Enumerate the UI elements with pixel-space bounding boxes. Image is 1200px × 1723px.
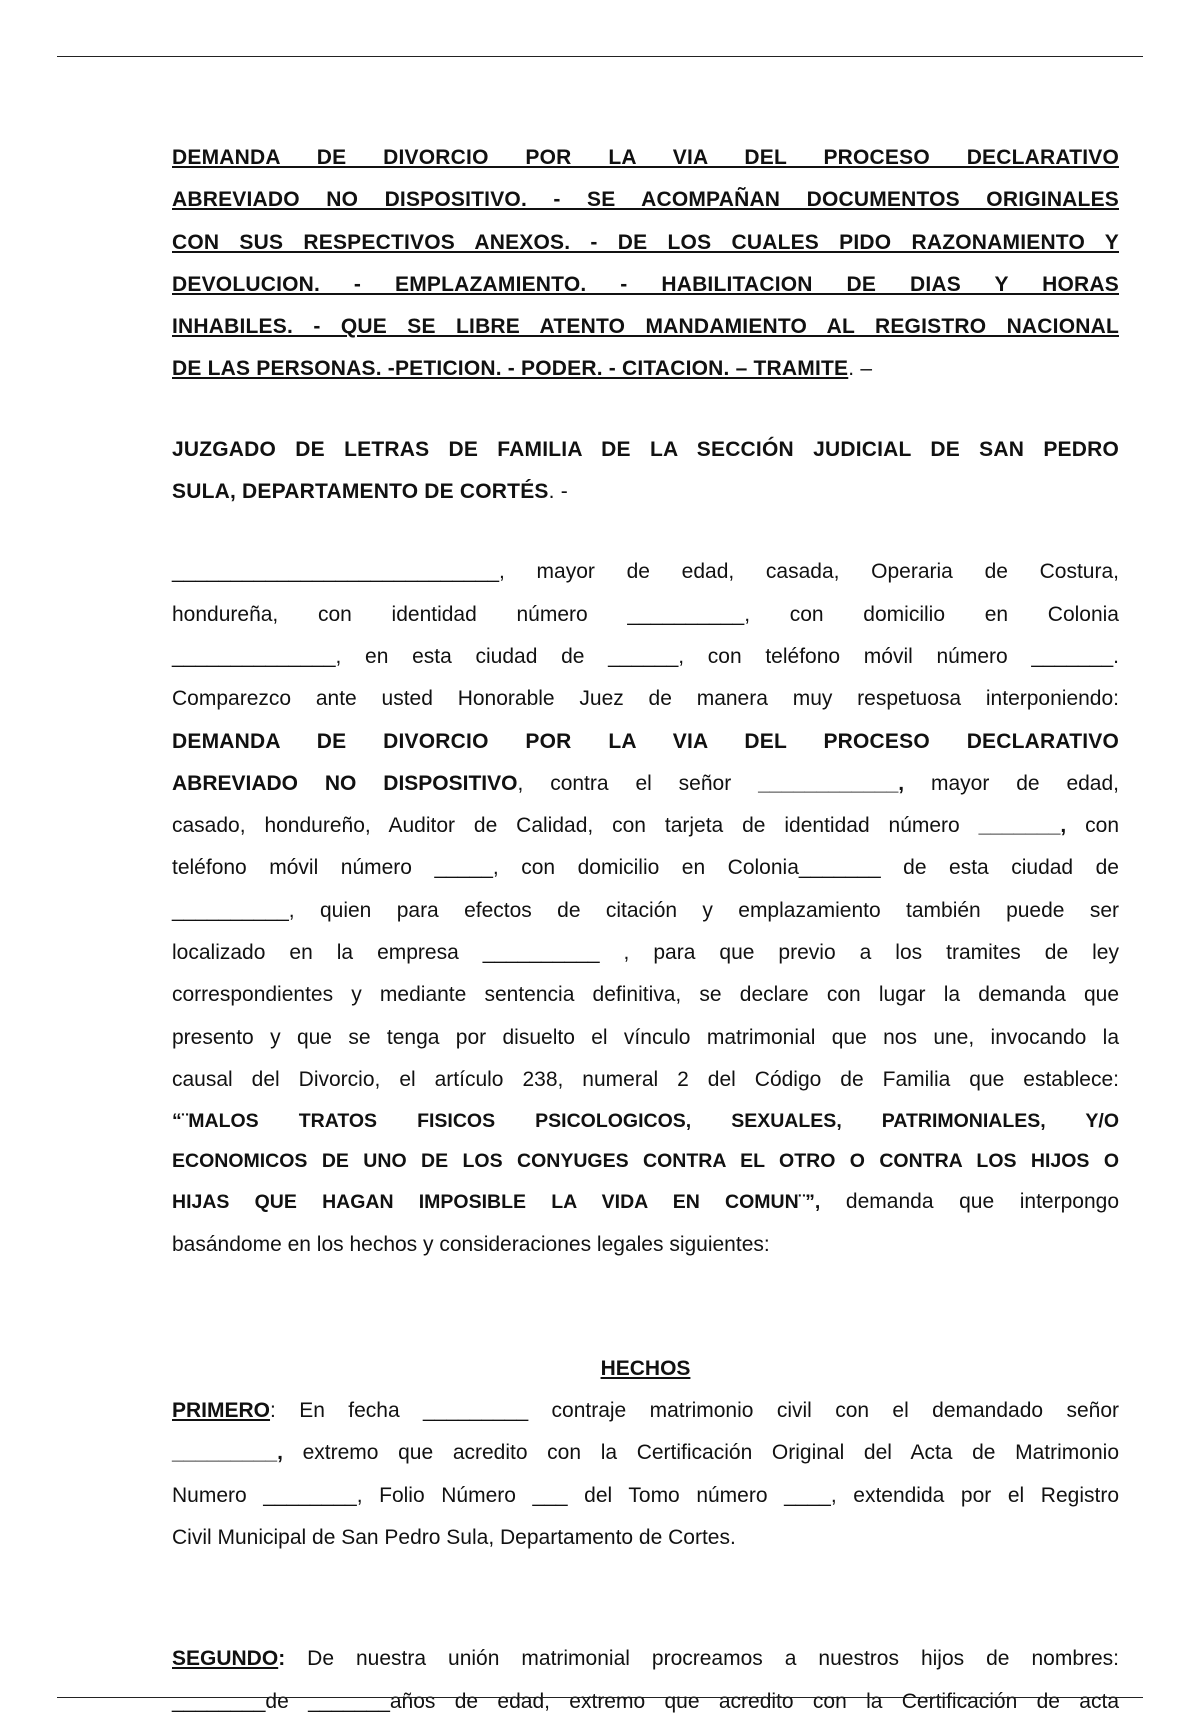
document-body <box>172 137 1119 1723</box>
paragraph-line: Comparezco ante usted Honorable Juez de manera muy respetuosa interponiendo: <box>172 687 1119 711</box>
text-run: con <box>1066 814 1119 838</box>
quoted-law: “¨MALOS TRATOS FISICOS PSICOLOGICOS, SEXUALES, PATRIMONIALES, Y/O <box>172 1110 1119 1133</box>
blank-field: _________, <box>172 1441 283 1465</box>
paragraph-line <box>172 1638 1119 1680</box>
paragraph-line: DEMANDA DE DIVORCIO POR LA VIA DEL PROCESO DECLARATIVO <box>172 729 1119 753</box>
fact-primero <box>172 1390 1119 1559</box>
paragraph-line: ________de _______años de edad, extremo que acredito con la Certificación de acta <box>172 1689 1119 1713</box>
paragraph-line: Civil Municipal de San Pedro Sula, Departamento de Cortes. <box>172 1526 736 1550</box>
paragraph-line: localizado en la empresa __________ , para que previo a los tramites de ley <box>172 941 1119 965</box>
quoted-law: HIJAS QUE HAGAN IMPOSIBLE LA VIDA EN COMUN¨”, <box>172 1191 821 1214</box>
text-run: extremo que acredito con la Certificación Original del Acta de Matrimonio <box>282 1441 1119 1465</box>
paragraph-line: teléfono móvil número _____, con domicilio en Colonia_______ de esta ciudad de <box>172 856 1119 880</box>
title-line: ABREVIADO NO DISPOSITIVO. - SE ACOMPAÑAN DOCUMENTOS ORIGINALES <box>172 188 1119 212</box>
paragraph-line: ______________, en esta ciudad de ______, con teléfono móvil número _______. <box>172 644 1119 668</box>
court-line: SULA, DEPARTAMENTO DE CORTÉS <box>172 480 549 504</box>
court-heading <box>172 429 1119 514</box>
fact-label: SEGUNDO <box>172 1647 279 1671</box>
court-tail: . - <box>548 480 568 504</box>
quoted-law: ECONOMICOS DE UNO DE LOS CONYUGES CONTRA EL OTRO O CONTRA LOS HIJOS O <box>172 1150 1119 1173</box>
text-run: demanda que interpongo <box>820 1190 1120 1214</box>
paragraph-line: presento y que se tenga por disuelto el vínculo matrimonial que nos une, invocando la <box>172 1025 1119 1049</box>
title-line: CON SUS RESPECTIVOS ANEXOS. - DE LOS CUALES PIDO RAZONAMIENTO Y <box>172 230 1119 254</box>
paragraph-line: Numero ________, Folio Número ___ del Tomo número ____, extendida por el Registro <box>172 1483 1119 1507</box>
fact-label: PRIMERO <box>172 1399 271 1423</box>
title-line: DE LAS PERSONAS. -PETICION. - PODER. - CITACION. – TRAMITE <box>172 357 849 381</box>
paragraph-line <box>172 805 1119 847</box>
footer-rule <box>57 1697 1143 1698</box>
text-run: : En fecha _________ contraje matrimonio civil con el demandado señor <box>270 1399 1119 1423</box>
paragraph-line: __________, quien para efectos de citación y emplazamiento también puede ser <box>172 898 1119 922</box>
paragraph-line: ____________________________, mayor de edad, casada, Operaria de Costura, <box>172 560 1119 584</box>
blank-field: ____________, <box>758 771 905 795</box>
header-rule <box>57 56 1143 57</box>
paragraph-line: correspondientes y mediante sentencia definitiva, se declare con lugar la demanda que <box>172 983 1119 1007</box>
paragraph-line <box>172 1390 1119 1432</box>
section-heading-hechos: HECHOS <box>600 1356 691 1380</box>
text-run: : <box>278 1647 286 1671</box>
fact-segundo <box>172 1638 1119 1723</box>
paragraph-line <box>172 1432 1119 1474</box>
text-run: casado, hondureño, Auditor de Calidad, con tarjeta de identidad número <box>172 814 979 838</box>
document-title <box>172 137 1119 391</box>
paragraph-line <box>172 1181 1119 1223</box>
complaint-paragraph <box>172 551 1119 1265</box>
title-line: INHABILES. - QUE SE LIBRE ATENTO MANDAMIENTO AL REGISTRO NACIONAL <box>172 315 1119 339</box>
text-run: mayor de edad, <box>904 771 1119 795</box>
paragraph-line: hondureña, con identidad número __________, con domicilio en Colonia <box>172 602 1119 626</box>
paragraph-line: basándome en los hechos y consideraciones legales siguientes: <box>172 1232 770 1256</box>
title-line: DEVOLUCION. - EMPLAZAMIENTO. - HABILITACION DE DIAS Y HORAS <box>172 272 1119 296</box>
paragraph-line <box>172 763 1119 805</box>
title-tail: . – <box>848 357 873 381</box>
paragraph-line: causal del Divorcio, el artículo 238, numeral 2 del Código de Familia que establece: <box>172 1067 1119 1091</box>
court-line: JUZGADO DE LETRAS DE FAMILIA DE LA SECCIÓN JUDICIAL DE SAN PEDRO <box>172 437 1119 461</box>
text-run: De nuestra unión matrimonial procreamos a nuestros hijos de nombres: <box>285 1647 1119 1671</box>
text-run: , contra el señor <box>517 771 759 795</box>
title-line: DEMANDA DE DIVORCIO POR LA VIA DEL PROCESO DECLARATIVO <box>172 146 1119 169</box>
blank-field: _______, <box>978 814 1067 838</box>
bold-phrase: ABREVIADO NO DISPOSITIVO <box>172 771 518 795</box>
